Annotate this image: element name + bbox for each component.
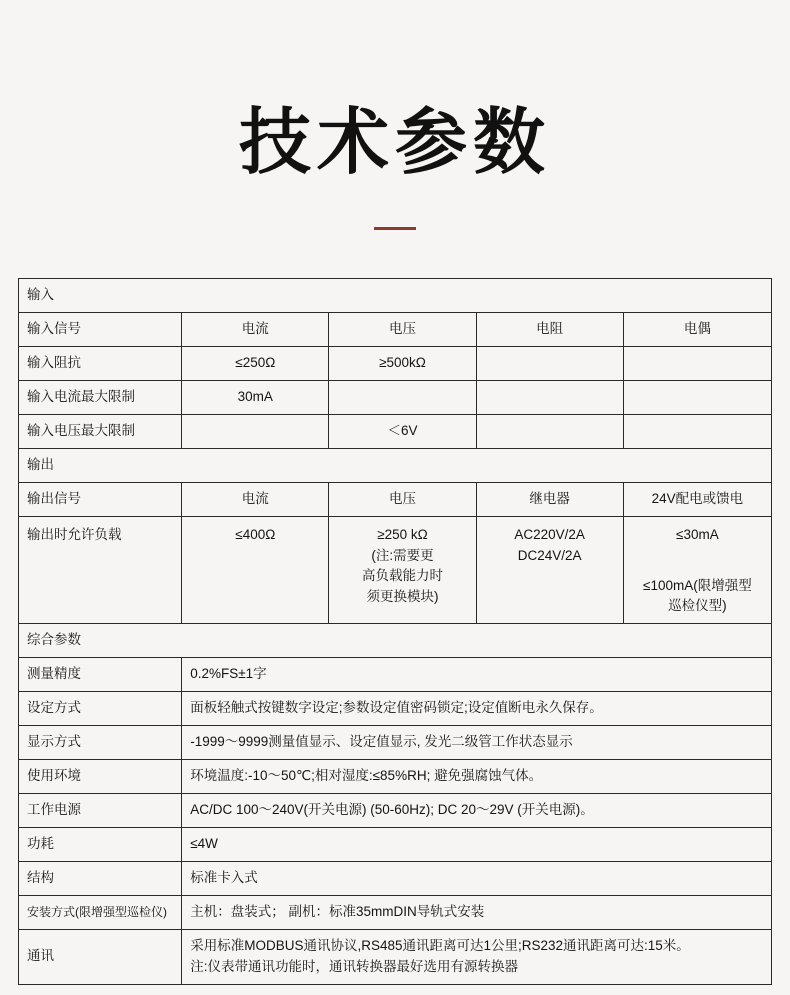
- cell-accuracy-value: 0.2%FS±1字: [182, 658, 772, 692]
- title-divider: [374, 227, 416, 230]
- title-divider-wrap: [0, 227, 790, 230]
- cell-display-method-value: -1999～9999测量值显示、设定值显示, 发光二级管工作状态显示: [182, 726, 772, 760]
- cell-input-signal-voltage: 电压: [329, 313, 476, 347]
- cell-structure-value: 标准卡入式: [182, 861, 772, 895]
- page-title: 技术参数: [238, 103, 551, 183]
- cell-installation-value: 主机：盘装式； 副机：标准35mmDIN导轨式安装: [182, 895, 772, 929]
- table-row: [19, 624, 772, 658]
- cell-input-impedance-resistance: [476, 347, 623, 381]
- section-input-header: 输入: [19, 279, 772, 313]
- output-load-relay-line2: DC24V/2A: [517, 547, 582, 563]
- cell-consumption-value: ≤4W: [182, 827, 772, 861]
- row-label-display-method: 显示方式: [19, 726, 182, 760]
- output-load-24v-line3: 巡检仪型): [668, 598, 727, 614]
- output-load-voltage-line2: (注:需要更: [371, 547, 434, 563]
- cell-output-load-voltage: [329, 516, 476, 624]
- cell-input-impedance-voltage: ≥500kΩ: [329, 347, 476, 381]
- cell-output-load-relay: [476, 516, 623, 624]
- cell-empty: [476, 414, 623, 448]
- cell-input-impedance-thermocouple: [623, 347, 771, 381]
- output-load-voltage-line3: 高负载能力时: [361, 568, 443, 584]
- table-row: [19, 313, 772, 347]
- row-label-output-signal: 输出信号: [19, 482, 182, 516]
- output-load-24v-spacer: [632, 546, 763, 576]
- cell-input-impedance-current: ≤250Ω: [182, 347, 329, 381]
- row-label-consumption: 功耗: [19, 827, 182, 861]
- row-label-output-load: 输出时允许负载: [19, 516, 182, 624]
- row-label-input-signal: 输入信号: [19, 313, 182, 347]
- table-row: [19, 827, 772, 861]
- communication-line1: 采用标准MODBUS通讯协议,RS485通讯距离可达1公里;RS232通讯距离可达:15米。: [190, 937, 690, 953]
- cell-output-load-current: ≤400Ω: [182, 516, 329, 624]
- cell-empty: [623, 414, 771, 448]
- table-row: [19, 448, 772, 482]
- cell-input-current-max-value: 30mA: [182, 380, 329, 414]
- table-row: [19, 347, 772, 381]
- cell-empty: [623, 380, 771, 414]
- row-label-environment: 使用环境: [19, 760, 182, 794]
- row-label-setting-method: 设定方式: [19, 692, 182, 726]
- output-load-24v-line1: ≤30mA: [676, 526, 719, 542]
- table-row: [19, 692, 772, 726]
- cell-output-signal-current: 电流: [182, 482, 329, 516]
- output-load-24v-line2: ≤100mA(限增强型: [643, 577, 752, 593]
- table-row: [19, 414, 772, 448]
- cell-output-signal-voltage: 电压: [329, 482, 476, 516]
- cell-setting-method-value: 面板轻触式按键数字设定;参数设定值密码锁定;设定值断电永久保存。: [182, 692, 772, 726]
- row-label-input-voltage-max: 输入电压最大限制: [19, 414, 182, 448]
- cell-input-signal-current: 电流: [182, 313, 329, 347]
- table-row: [19, 279, 772, 313]
- cell-environment-value: 环境温度:-10～50℃;相对湿度:≤85%RH; 避免强腐蚀气体。: [182, 760, 772, 794]
- section-output-header: 输出: [19, 448, 772, 482]
- table-row: [19, 516, 772, 624]
- cell-input-voltage-max-value: ＜6V: [329, 414, 476, 448]
- table-row: [19, 929, 772, 984]
- section-general-header: 综合参数: [19, 624, 772, 658]
- row-label-structure: 结构: [19, 861, 182, 895]
- row-label-communication: 通讯: [19, 929, 182, 984]
- table-row: [19, 380, 772, 414]
- cell-input-signal-resistance: 电阻: [476, 313, 623, 347]
- spec-table-wrap: [18, 278, 772, 984]
- row-label-installation: 安装方式(限增强型巡检仪): [19, 895, 182, 929]
- spec-table: [18, 278, 772, 984]
- cell-output-signal-24v: 24V配电或馈电: [623, 482, 771, 516]
- communication-line2: 注:仪表带通讯功能时，通讯转换器最好选用有源转换器: [190, 958, 518, 974]
- cell-empty: [476, 380, 623, 414]
- row-label-power-supply: 工作电源: [19, 794, 182, 828]
- table-row: [19, 861, 772, 895]
- output-load-relay-line1: AC220V/2A: [514, 526, 585, 542]
- cell-input-signal-thermocouple: 电偶: [623, 313, 771, 347]
- cell-output-load-24v: [623, 516, 771, 624]
- table-row: [19, 482, 772, 516]
- table-row: [19, 895, 772, 929]
- table-row: [19, 760, 772, 794]
- row-label-input-current-max: 输入电流最大限制: [19, 380, 182, 414]
- cell-communication-value: [182, 929, 772, 984]
- cell-empty: [329, 380, 476, 414]
- table-row: [19, 658, 772, 692]
- table-row: [19, 794, 772, 828]
- table-row: [19, 726, 772, 760]
- cell-output-signal-relay: 继电器: [476, 482, 623, 516]
- cell-empty: [182, 414, 329, 448]
- row-label-input-impedance: 输入阻抗: [19, 347, 182, 381]
- row-label-accuracy: 测量精度: [19, 658, 182, 692]
- cell-power-supply-value: AC/DC 100～240V(开关电源) (50-60Hz); DC 20～29V (开关电源)。: [182, 794, 772, 828]
- output-load-voltage-line4: 须更换模块): [366, 589, 439, 605]
- output-load-voltage-line1: ≥250 kΩ: [377, 526, 428, 542]
